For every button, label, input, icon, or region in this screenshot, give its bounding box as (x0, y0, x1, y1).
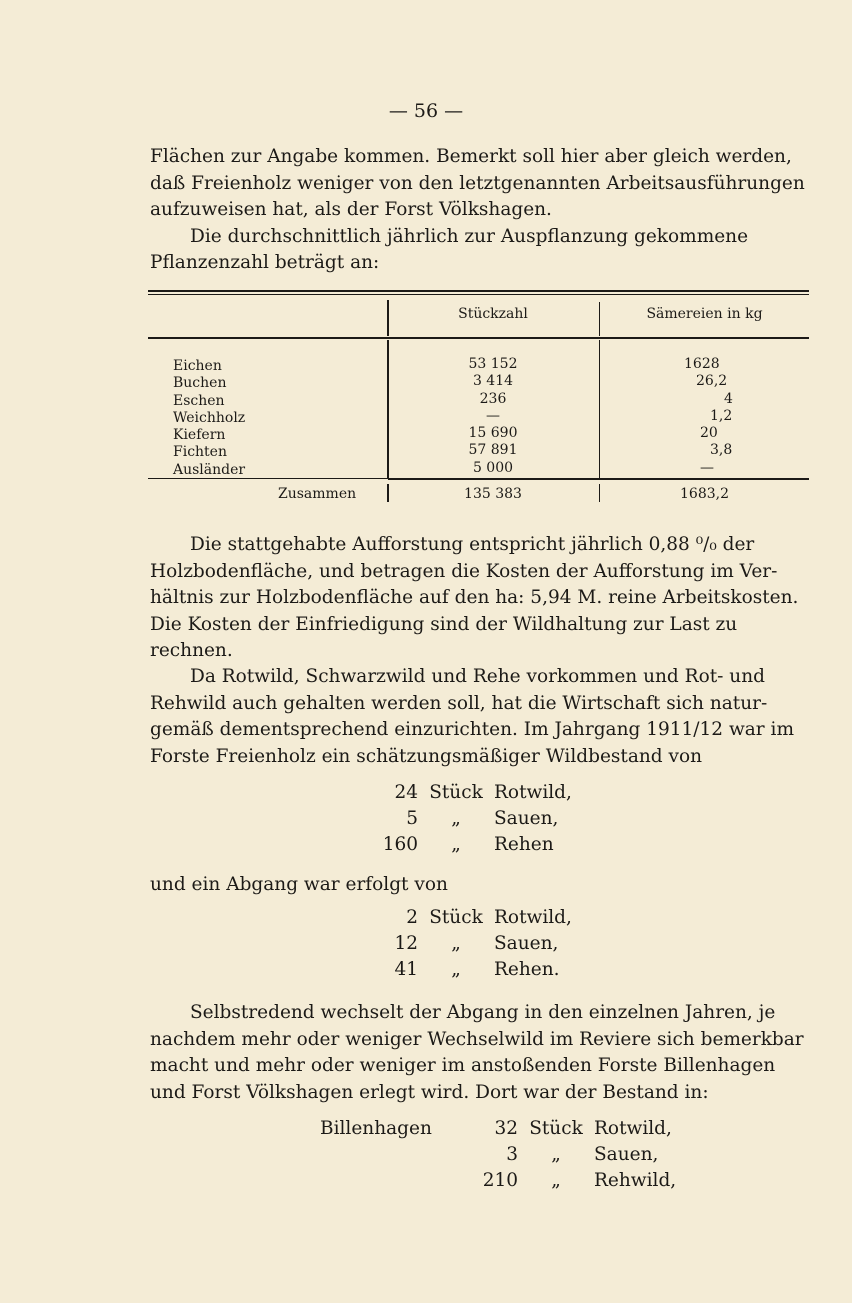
game-name: Rehwild, (594, 1170, 677, 1191)
billenhagen-list (320, 1116, 676, 1194)
table-top-rule (148, 290, 809, 292)
count: 160 (382, 834, 418, 855)
game-name: Rehen (494, 834, 554, 855)
list-item (370, 806, 572, 832)
unit: „ (451, 933, 461, 954)
total-label: Zusammen (278, 486, 357, 502)
header-saemereien: Sämereien in kg (646, 306, 763, 322)
text-line: Selbstredend wechselt der Abgang in den einzelnen Jahren, je (190, 1002, 776, 1023)
count: 24 (394, 782, 418, 803)
game-name: Rotwild, (494, 782, 572, 803)
unit: Stück (529, 1118, 583, 1139)
game-name: Rotwild, (494, 907, 572, 928)
text-line: Die durchschnittlich jährlich zur Auspflanzung gekommene (190, 225, 749, 247)
species-name: Ausländer (173, 461, 246, 478)
text-line: gemäß dementsprechend einzurichten. Im Jahrgang 1911/12 war im (150, 719, 794, 740)
text-line: und Forst Völkshagen erlegt wird. Dort war der Bestand in: (150, 1081, 709, 1103)
species-name: Buchen (173, 375, 227, 392)
stueckzahl-value: 53 152 (468, 356, 518, 372)
unit: „ (451, 959, 461, 980)
species-column (173, 358, 245, 479)
total-stueckzahl: 135 383 (464, 486, 522, 502)
saemereien-column (600, 356, 809, 477)
count: 41 (394, 959, 418, 980)
stueckzahl-value: — (486, 407, 500, 424)
saemereien-value: 1,2 (710, 407, 733, 424)
saemereien-value: 1628 (684, 356, 720, 372)
list-item (370, 905, 572, 931)
game-name: Sauen, (594, 1144, 659, 1165)
text-line: Holzbodenfläche, und betragen die Kosten der Aufforstung im Ver- (150, 560, 778, 582)
game-name: Sauen, (494, 933, 559, 954)
text-line: Da Rotwild, Schwarzwild und Rehe vorkommen und Rot- und (190, 666, 765, 687)
saemereien-value: 3,8 (710, 442, 733, 459)
species-name: Eichen (173, 358, 222, 374)
paragraph-aufforstung (150, 532, 812, 665)
species-name: Kiefern (173, 427, 226, 444)
saemereien-value: 26,2 (696, 373, 728, 390)
unit: „ (451, 834, 461, 855)
table-top-rule-thin (148, 294, 809, 295)
text-line: Pflanzenzahl beträgt an: (150, 252, 380, 273)
text-line: rechnen. (150, 640, 233, 661)
text-line: Die Kosten der Einfriedigung sind der Wildhaltung zur Last zu (150, 613, 738, 635)
unit: „ (551, 1170, 561, 1191)
species-name: Weichholz (173, 409, 246, 426)
text-line: macht und mehr oder weniger im anstoßenden Forste Billenhagen (150, 1055, 776, 1076)
count: 3 (506, 1144, 518, 1165)
list-item (320, 1142, 676, 1168)
wildbestand-list (370, 780, 572, 858)
text-line: hältnis zur Holzbodenfläche auf den ha: 5,94 M. reine Arbeitskosten. (150, 587, 799, 608)
list-item (370, 931, 572, 957)
stueckzahl-value: 236 (479, 390, 507, 407)
count: 5 (406, 808, 418, 829)
game-name: Rotwild, (594, 1118, 672, 1139)
count: 2 (406, 907, 418, 928)
unit: Stück (429, 782, 483, 803)
stueckzahl-value: 57 891 (468, 442, 518, 459)
list-item (370, 780, 572, 806)
location-name: Billenhagen (320, 1118, 432, 1139)
list-item (320, 1168, 676, 1194)
text-line: Forste Freienholz ein schätzungsmäßiger Wildbestand von (150, 745, 702, 767)
text-line: daß Freienholz weniger von den letztgenannten Arbeitsausführungen (150, 172, 805, 194)
page-number: — 56 — (388, 100, 464, 122)
paragraph-wechsel (150, 1000, 812, 1106)
planting-table (148, 288, 809, 503)
saemereien-value: 20 (700, 425, 718, 442)
abgang-list (370, 905, 572, 983)
saemereien-value: 4 (724, 390, 733, 407)
count: 32 (494, 1118, 518, 1139)
text-line: Rehwild auch gehalten werden soll, hat die Wirtschaft sich natur- (150, 692, 768, 714)
paragraph-abgang: und ein Abgang war erfolgt von (150, 874, 448, 895)
text-line: Die stattgehabte Aufforstung entspricht jährlich 0,88 ⁰/₀ der (190, 534, 755, 555)
stueckzahl-value: 3 414 (472, 373, 514, 390)
game-name: Sauen, (494, 808, 559, 829)
paragraph-intro (150, 144, 812, 277)
stueckzahl-column (388, 356, 598, 477)
list-item (320, 1116, 676, 1142)
text-line: nachdem mehr oder weniger Wechselwild im Reviere sich bemerkbar (150, 1028, 804, 1050)
stueckzahl-value: 5 000 (472, 459, 514, 476)
saemereien-value: — (700, 459, 714, 476)
unit: Stück (429, 907, 483, 928)
count: 210 (482, 1170, 518, 1191)
text-line: Flächen zur Angabe kommen. Bemerkt soll hier aber gleich werden, (150, 146, 792, 167)
list-item (370, 832, 572, 858)
text-line: aufzuweisen hat, als der Forst Völkshagen. (150, 199, 552, 220)
game-name: Rehen. (494, 959, 560, 980)
stueckzahl-value: 15 690 (468, 425, 518, 442)
table-sum-rule (388, 478, 809, 480)
table-header-rule (148, 337, 809, 339)
species-name: Fichten (173, 444, 227, 461)
list-item (370, 957, 572, 983)
unit: „ (551, 1144, 561, 1165)
count: 12 (394, 933, 418, 954)
header-stueckzahl: Stückzahl (458, 306, 528, 322)
paragraph-wild (150, 664, 812, 770)
total-saemereien: 1683,2 (680, 486, 729, 502)
unit: „ (451, 808, 461, 829)
species-name: Eschen (173, 392, 225, 409)
